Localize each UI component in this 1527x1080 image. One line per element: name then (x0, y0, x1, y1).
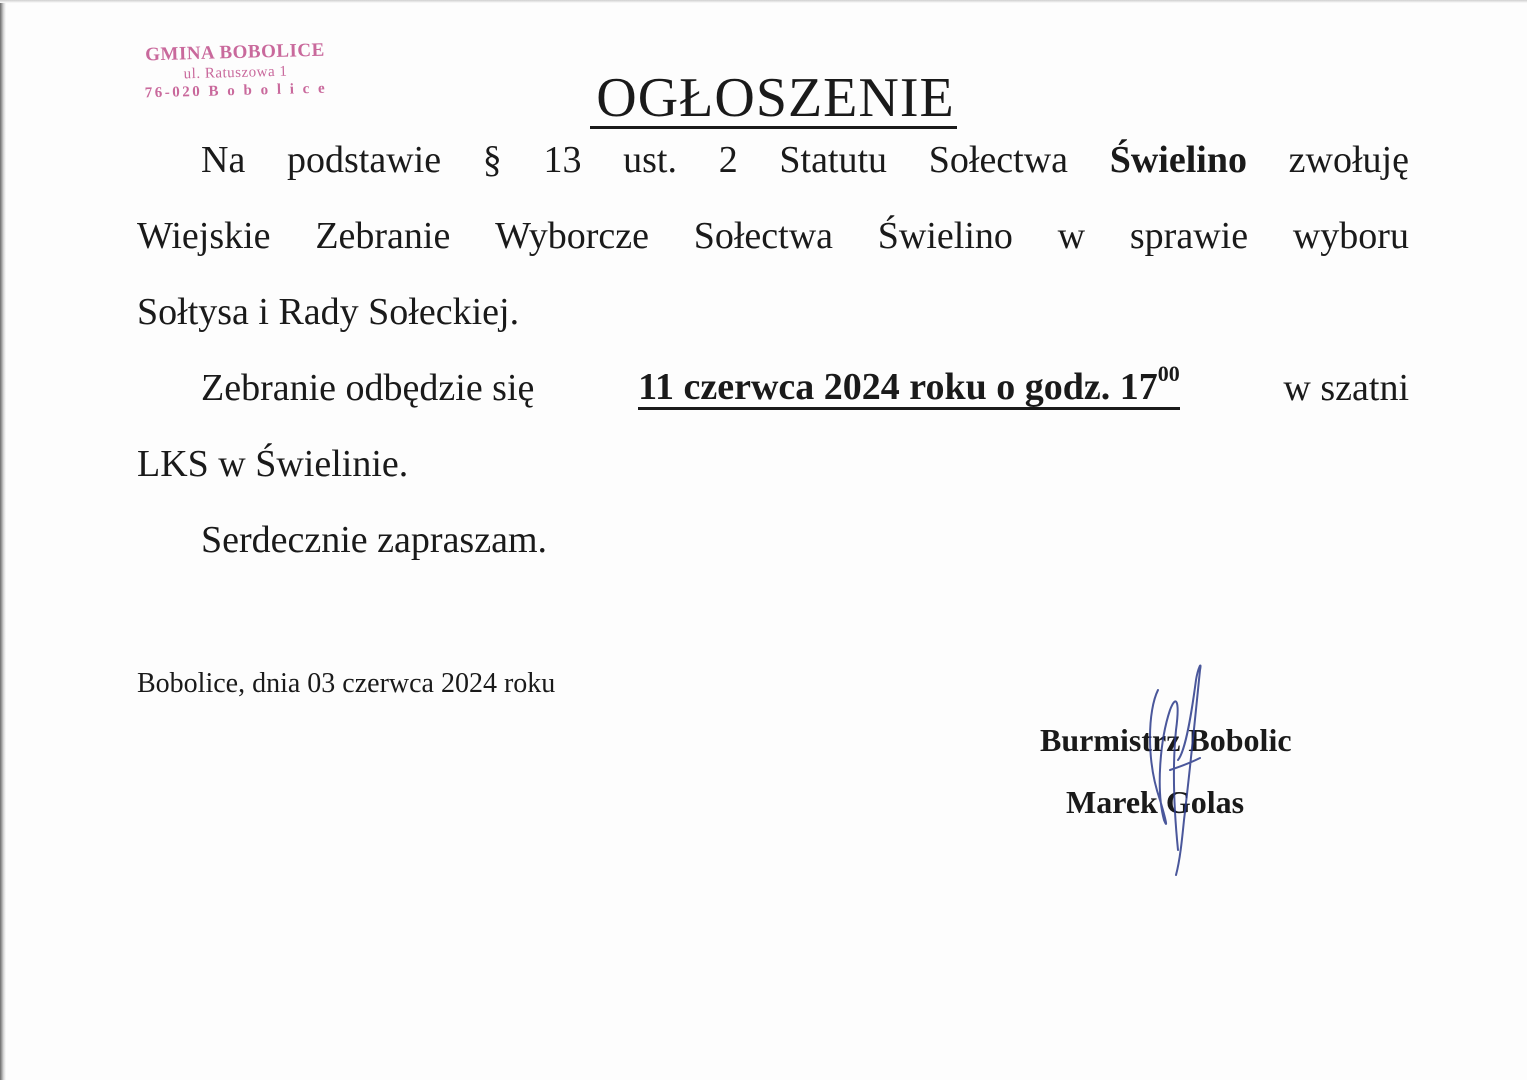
word: Na (201, 139, 246, 181)
village-name-bold: Świelino (1109, 139, 1247, 181)
meeting-time-minutes: 00 (1157, 360, 1180, 386)
word: Zebranie (315, 215, 451, 257)
paragraph-2-line-1 (137, 350, 1409, 426)
word: wyboru (1292, 215, 1409, 257)
word: 2 (718, 139, 738, 181)
document-title: OGŁOSZENIE (590, 70, 956, 129)
word: 13 (543, 139, 582, 181)
paragraph-2-end: w szatni (1283, 367, 1409, 409)
paragraph-1 (137, 122, 1409, 578)
meeting-date-time (638, 360, 1180, 410)
stamp-line-3: 76-020 B o b o l i c e (144, 80, 328, 102)
paragraph-1-line-1 (137, 122, 1409, 198)
word: Sołectwa (693, 215, 834, 257)
signer-title: Burmistrz Bobolic (1040, 722, 1292, 758)
word: podstawie (287, 139, 442, 181)
handwritten-signature (1130, 650, 1220, 890)
word: Wiejskie (137, 215, 271, 257)
word: zwołuję (1288, 139, 1409, 181)
word: w (1057, 215, 1086, 257)
word: Sołectwa (928, 139, 1069, 181)
place-and-date: Bobolice, dnia 03 czerwca 2024 roku (137, 668, 556, 699)
word: § (482, 139, 502, 181)
signer-name: Marek Golas (1066, 784, 1245, 820)
word: Wyborcze (495, 215, 649, 257)
document-title-wrap (0, 68, 1527, 129)
paragraph-1-line-3 (137, 274, 1409, 350)
word: Świelino (877, 215, 1013, 257)
word: Statutu (779, 139, 888, 181)
word: sprawie (1129, 215, 1249, 257)
meeting-date-text: 11 czerwca 2024 roku o godz. 17 (638, 365, 1158, 408)
stamp-line-2: ul. Ratuszowa 1 (183, 63, 288, 83)
stamp-line-1: GMINA BOBOLICE (144, 39, 326, 66)
scan-top-edge (0, 0, 1527, 3)
closing-line (137, 502, 1409, 578)
paragraph-2-start: Zebranie odbędzie się (201, 367, 535, 409)
meeting-location: LKS w Świelinie. (137, 443, 409, 485)
scan-left-edge (0, 0, 6, 1080)
paragraph-2-line-2 (137, 426, 1409, 502)
word: ust. (623, 139, 677, 181)
paragraph-1-line-3-text: Sołtysa i Rady Sołeckiej. (137, 291, 520, 333)
paragraph-1-line-2 (137, 198, 1409, 274)
closing-text: Serdecznie zapraszam. (201, 519, 548, 561)
